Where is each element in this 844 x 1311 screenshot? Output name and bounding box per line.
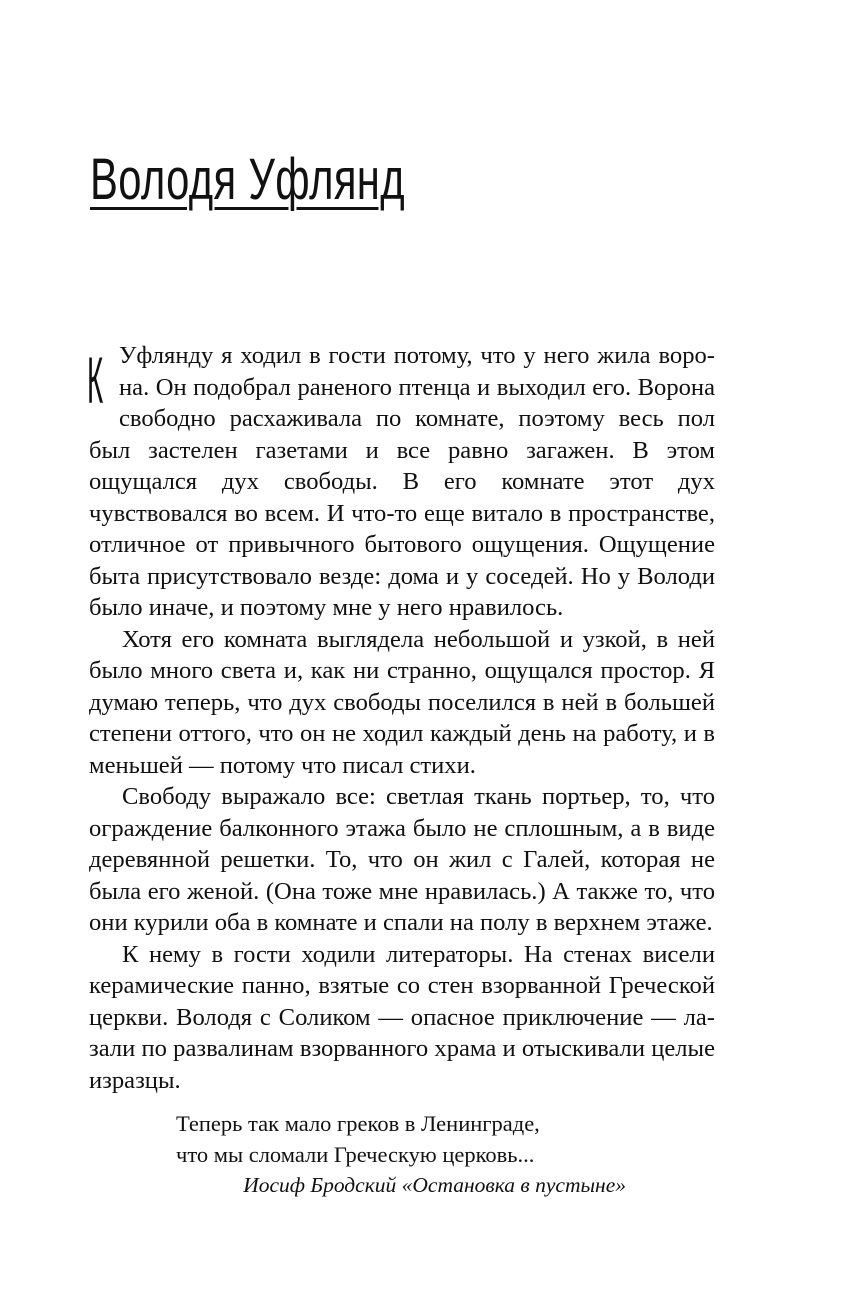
epigraph-line-2: что мы сломали Греческую церковь... bbox=[176, 1142, 535, 1167]
epigraph bbox=[176, 1108, 626, 1201]
drop-cap: К bbox=[87, 343, 104, 417]
epigraph-line-1: Теперь так мало греков в Ленинграде, bbox=[176, 1111, 540, 1136]
chapter-title: Володя Уфлянд bbox=[90, 147, 405, 212]
paragraph-1 bbox=[89, 340, 715, 624]
paragraph-4: К нему в гости ходили литераторы. На стенах висели керамические панно, взятые со стен взорванной Греческой церкви. Володя с Соликом — опасное приключение — лазали по развалинам взорванного храма и отыскивали целые изразцы. bbox=[89, 940, 715, 1094]
paragraph-2: Хотя его комната выглядела небольшой и узкой, в ней было много света и, как ни странно, ощущался простор. Я думаю теперь, что дух свободы поселился в ней в большей степени оттого, что он не ходил каждый день на работу, и в меньшей — потому что писал стихи. bbox=[89, 625, 715, 779]
chapter-text bbox=[89, 340, 715, 1096]
epigraph-source: Иосиф Бродский «Остановка в пустыне» bbox=[243, 1173, 626, 1197]
paragraph-1-text: Уфлянду я ходил в гости потому, что у него жила ворона. Он подобрал раненого птенца и выходил его. Ворона свободно расхаживала по комнате, поэтому весь пол был застелен газетами и все равно загажен. В этом ощущался дух свободы. В его комнате этот дух чувствовался во всем. И что-то еще витало в пространстве, отличное от привычного бытового ощущения. Ощущение быта присутствовало везде: дома и у соседей. Но у Володи было иначе, и поэтому мне у него нравилось. bbox=[89, 342, 715, 621]
paragraph-3: Свободу выражало все: светлая ткань портьер, то, что ограждение балконного этажа было не сплошным, а в виде деревянной решетки. То, что он жил с Галей, которая не была его женой. (Она тоже мне нравилась.) А также то, что они курили оба в комнате и спали на полу в верхнем этаже. bbox=[89, 783, 715, 936]
